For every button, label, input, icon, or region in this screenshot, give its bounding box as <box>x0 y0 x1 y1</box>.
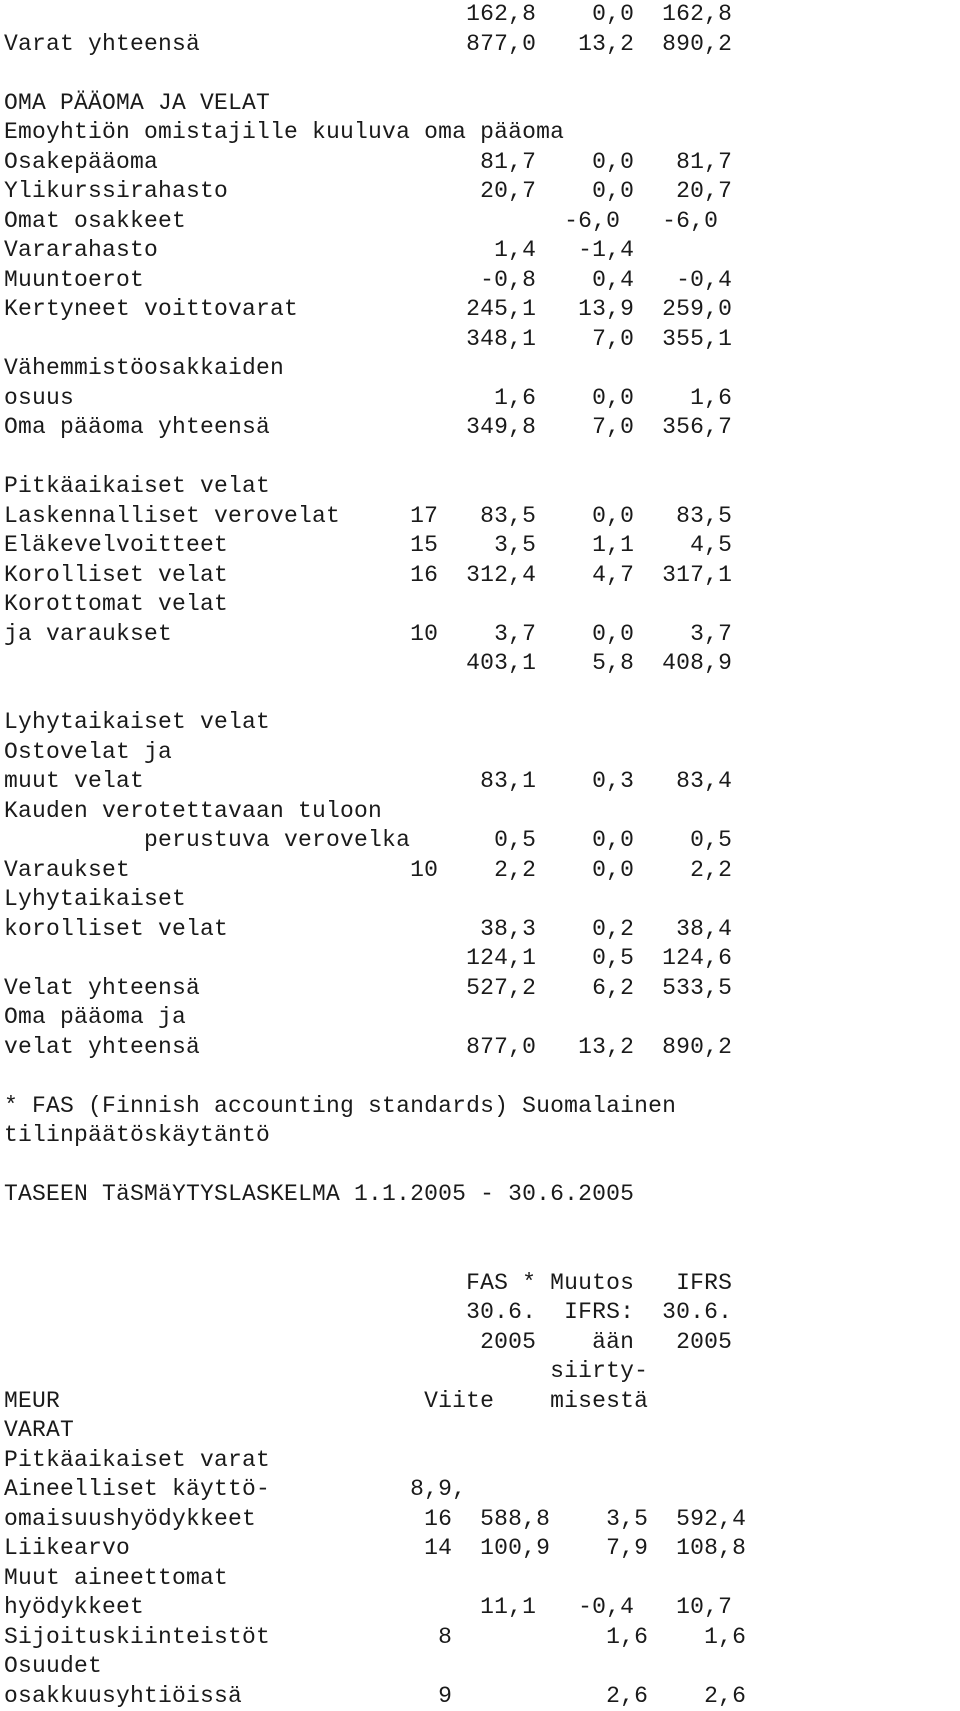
text-line <box>4 59 960 89</box>
text-line: Omat osakkeet -6,0 -6,0 <box>4 207 960 237</box>
text-line: Kauden verotettavaan tuloon <box>4 797 960 827</box>
text-line: perustuva verovelka 0,5 0,0 0,5 <box>4 826 960 856</box>
text-line: Emoyhtiön omistajille kuuluva oma pääoma <box>4 118 960 148</box>
column-header-line: 30.6. IFRS: 30.6. <box>4 1298 960 1328</box>
text-line: Korottomat velat <box>4 590 960 620</box>
text-line: Oma pääoma yhteensä 349,8 7,0 356,7 <box>4 413 960 443</box>
text-line <box>4 1239 960 1269</box>
text-line <box>4 1151 960 1181</box>
column-header-line: 2005 ään 2005 <box>4 1328 960 1358</box>
text-line <box>4 443 960 473</box>
text-line: Oma pääoma ja <box>4 1003 960 1033</box>
column-header-line: siirty- <box>4 1357 960 1387</box>
text-line: Osuudet <box>4 1652 960 1682</box>
section-heading: VARAT <box>4 1416 960 1446</box>
text-line: 348,1 7,0 355,1 <box>4 325 960 355</box>
text-line: omaisuushyödykkeet 16 588,8 3,5 592,4 <box>4 1505 960 1535</box>
text-line: 162,8 0,0 162,8 <box>4 0 960 30</box>
section-heading: OMA PÄÄOMA JA VELAT <box>4 89 960 119</box>
column-header-line: MEUR Viite misestä <box>4 1387 960 1417</box>
text-line: velat yhteensä 877,0 13,2 890,2 <box>4 1033 960 1063</box>
text-line: korolliset velat 38,3 0,2 38,4 <box>4 915 960 945</box>
text-line: muut velat 83,1 0,3 83,4 <box>4 767 960 797</box>
text-line: Varaukset 10 2,2 0,0 2,2 <box>4 856 960 886</box>
text-line: Velat yhteensä 527,2 6,2 533,5 <box>4 974 960 1004</box>
text-line <box>4 679 960 709</box>
text-line: 124,1 0,5 124,6 <box>4 944 960 974</box>
text-line: Osakepääoma 81,7 0,0 81,7 <box>4 148 960 178</box>
footnote: tilinpäätöskäytäntö <box>4 1121 960 1151</box>
table-title: TASEEN TäSMäYTYSLASKELMA 1.1.2005 - 30.6.2005 <box>4 1180 960 1210</box>
text-line: Sijoituskiinteistöt 8 1,6 1,6 <box>4 1623 960 1653</box>
section-heading: Pitkäaikaiset velat <box>4 472 960 502</box>
text-line: osuus 1,6 0,0 1,6 <box>4 384 960 414</box>
document-page <box>4 0 960 1711</box>
text-line: Muut aineettomat <box>4 1564 960 1594</box>
text-line <box>4 1062 960 1092</box>
footnote: * FAS (Finnish accounting standards) Suomalainen <box>4 1092 960 1122</box>
text-line: 403,1 5,8 408,9 <box>4 649 960 679</box>
text-line: Vähemmistöosakkaiden <box>4 354 960 384</box>
text-line: ja varaukset 10 3,7 0,0 3,7 <box>4 620 960 650</box>
text-line: Laskennalliset verovelat 17 83,5 0,0 83,5 <box>4 502 960 532</box>
text-line: Varat yhteensä 877,0 13,2 890,2 <box>4 30 960 60</box>
column-header-line: FAS * Muutos IFRS <box>4 1269 960 1299</box>
section-heading: Pitkäaikaiset varat <box>4 1446 960 1476</box>
text-line: Korolliset velat 16 312,4 4,7 317,1 <box>4 561 960 591</box>
text-line: Ostovelat ja <box>4 738 960 768</box>
text-line: osakkuusyhtiöissä 9 2,6 2,6 <box>4 1682 960 1711</box>
text-line: hyödykkeet 11,1 -0,4 10,7 <box>4 1593 960 1623</box>
text-line: Liikearvo 14 100,9 7,9 108,8 <box>4 1534 960 1564</box>
text-line: Vararahasto 1,4 -1,4 <box>4 236 960 266</box>
text-line: Ylikurssirahasto 20,7 0,0 20,7 <box>4 177 960 207</box>
text-line: Eläkevelvoitteet 15 3,5 1,1 4,5 <box>4 531 960 561</box>
text-line <box>4 1210 960 1240</box>
text-line: Lyhytaikaiset <box>4 885 960 915</box>
text-line: Muuntoerot -0,8 0,4 -0,4 <box>4 266 960 296</box>
text-line: Kertyneet voittovarat 245,1 13,9 259,0 <box>4 295 960 325</box>
text-line: Aineelliset käyttö- 8,9, <box>4 1475 960 1505</box>
section-heading: Lyhytaikaiset velat <box>4 708 960 738</box>
